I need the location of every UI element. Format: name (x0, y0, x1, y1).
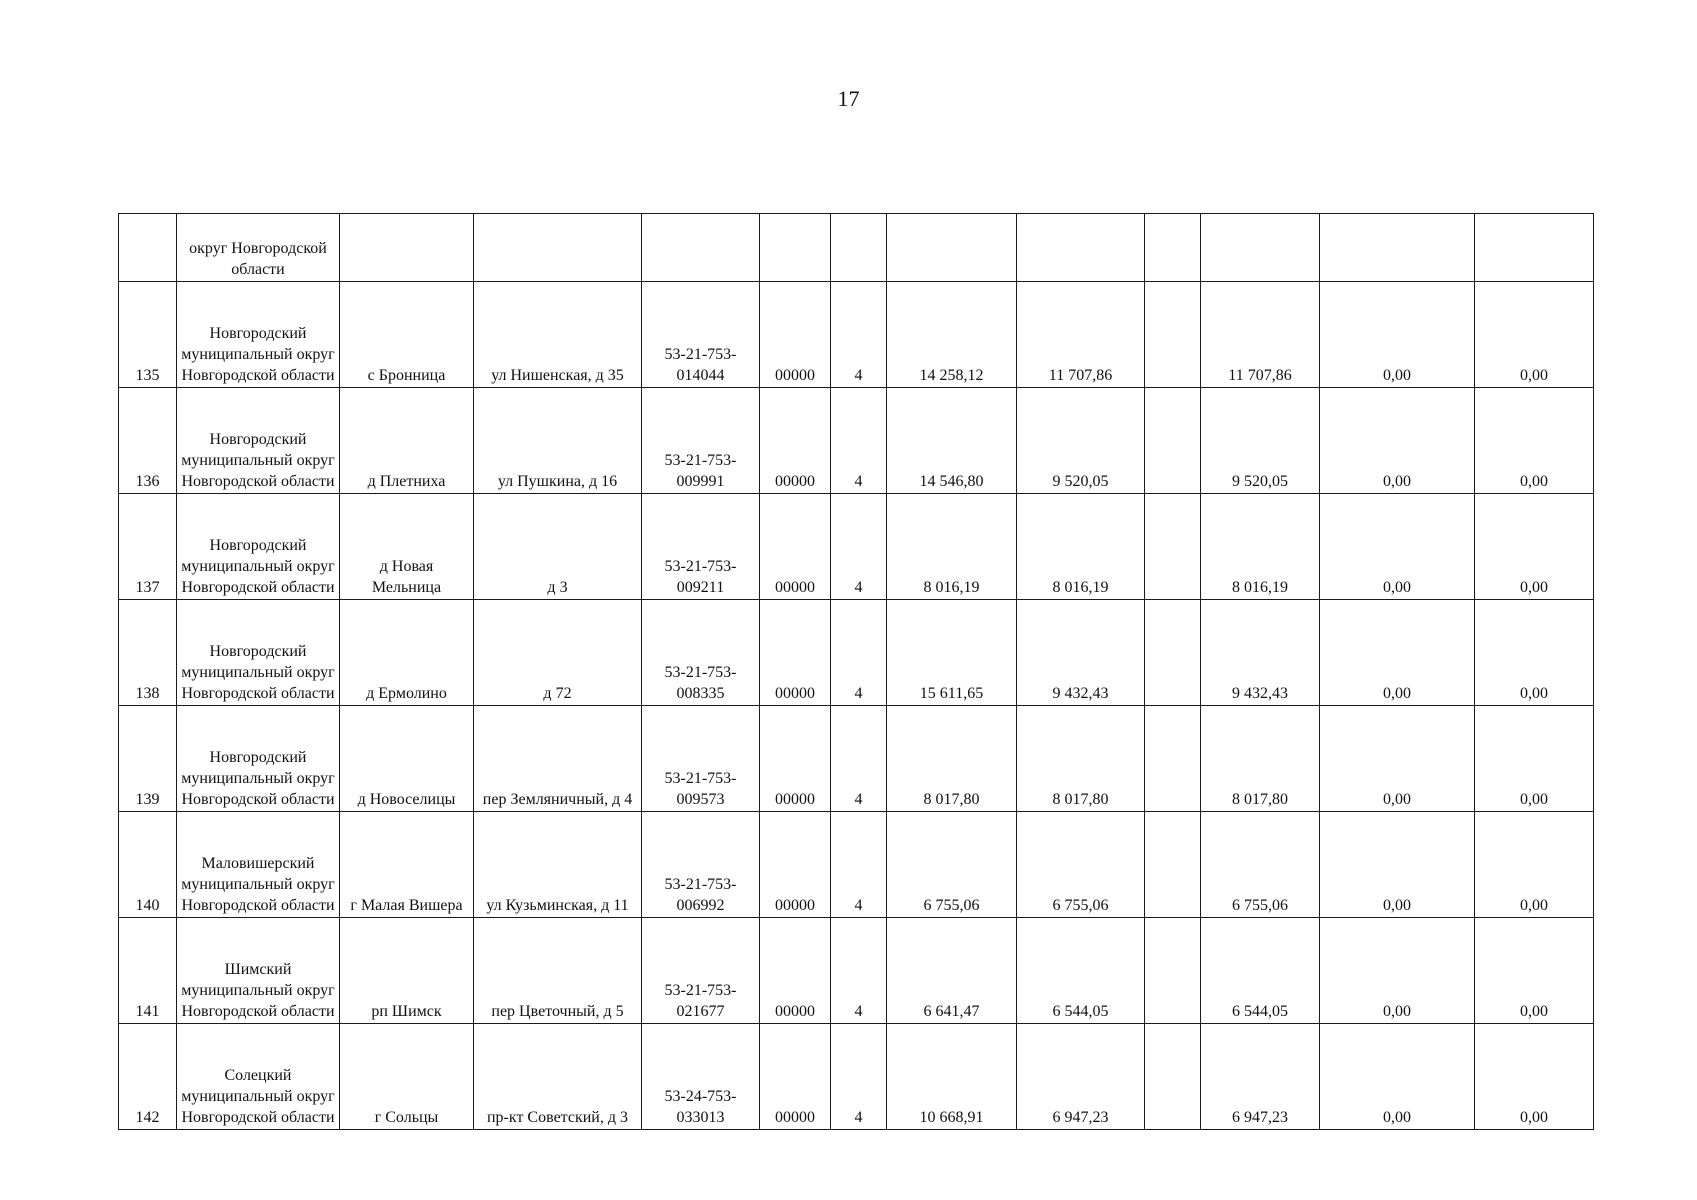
cell-v1: 15 611,65 (887, 600, 1017, 706)
cell-settlement: д Плетниха (340, 388, 474, 494)
cell-v4: 8 016,19 (1201, 494, 1320, 600)
cell-c6: 4 (831, 706, 887, 812)
cell-v6: 0,00 (1475, 600, 1594, 706)
cell-address: ул Кузьминская, д 11 (474, 812, 642, 918)
table-row (119, 918, 1594, 1024)
cell-v2: 6 544,05 (1017, 918, 1145, 1024)
cell-v2: 6 947,23 (1017, 1024, 1145, 1130)
cell-address: д 3 (474, 494, 642, 600)
cell-settlement: г Сольцы (340, 1024, 474, 1130)
cell-v5: 0,00 (1320, 918, 1475, 1024)
cell-settlement: д Ермолино (340, 600, 474, 706)
data-table (118, 213, 1594, 1130)
cell-v1: 14 546,80 (887, 388, 1017, 494)
cell-v2: 9 432,43 (1017, 600, 1145, 706)
cell-code: 53-21-753-009573 (642, 706, 760, 812)
cell-district: Новгородский муниципальный округ Новгородской области (177, 600, 340, 706)
cell-c5: 00000 (760, 706, 831, 812)
cell-v6 (1475, 214, 1594, 282)
cell-c5 (760, 214, 831, 282)
cell-v2: 8 016,19 (1017, 494, 1145, 600)
cell-c5: 00000 (760, 812, 831, 918)
cell-settlement: д Новая Мельница (340, 494, 474, 600)
cell-v5: 0,00 (1320, 812, 1475, 918)
table-body (119, 214, 1594, 1130)
cell-v1 (887, 214, 1017, 282)
cell-address: пер Земляничный, д 4 (474, 706, 642, 812)
cell-c6: 4 (831, 282, 887, 388)
cell-v6: 0,00 (1475, 388, 1594, 494)
cell-v3 (1145, 214, 1201, 282)
cell-v6: 0,00 (1475, 918, 1594, 1024)
cell-v5: 0,00 (1320, 600, 1475, 706)
cell-v3 (1145, 600, 1201, 706)
cell-address: д 72 (474, 600, 642, 706)
cell-settlement: с Бронница (340, 282, 474, 388)
cell-v4: 11 707,86 (1201, 282, 1320, 388)
cell-c5: 00000 (760, 918, 831, 1024)
cell-v3 (1145, 918, 1201, 1024)
cell-c6: 4 (831, 388, 887, 494)
cell-district: Новгородский муниципальный округ Новгородской области (177, 706, 340, 812)
table-row (119, 494, 1594, 600)
table-row (119, 706, 1594, 812)
cell-c6: 4 (831, 812, 887, 918)
cell-address: ул Нишенская, д 35 (474, 282, 642, 388)
cell-v4: 8 017,80 (1201, 706, 1320, 812)
page-number: 17 (837, 86, 860, 111)
cell-v4: 9 520,05 (1201, 388, 1320, 494)
cell-v3 (1145, 1024, 1201, 1130)
table-row (119, 600, 1594, 706)
cell-v3 (1145, 706, 1201, 812)
cell-address: пер Цветочный, д 5 (474, 918, 642, 1024)
cell-c6 (831, 214, 887, 282)
cell-code: 53-21-753-021677 (642, 918, 760, 1024)
table-row (119, 282, 1594, 388)
cell-code: 53-21-753-009211 (642, 494, 760, 600)
cell-c5: 00000 (760, 282, 831, 388)
cell-number: 135 (119, 282, 177, 388)
cell-v3 (1145, 494, 1201, 600)
cell-v5: 0,00 (1320, 494, 1475, 600)
cell-v1: 6 641,47 (887, 918, 1017, 1024)
cell-district: Новгородский муниципальный округ Новгородской области (177, 388, 340, 494)
cell-v3 (1145, 812, 1201, 918)
cell-v6: 0,00 (1475, 812, 1594, 918)
cell-district: Новгородский муниципальный округ Новгородской области (177, 282, 340, 388)
cell-v6: 0,00 (1475, 1024, 1594, 1130)
cell-address: ул Пушкина, д 16 (474, 388, 642, 494)
cell-code (642, 214, 760, 282)
cell-v4: 6 947,23 (1201, 1024, 1320, 1130)
cell-c6: 4 (831, 1024, 887, 1130)
cell-settlement: д Новоселицы (340, 706, 474, 812)
table-row-continuation (119, 214, 1594, 282)
cell-code: 53-21-753-014044 (642, 282, 760, 388)
cell-c6: 4 (831, 600, 887, 706)
cell-v6: 0,00 (1475, 282, 1594, 388)
cell-v5: 0,00 (1320, 1024, 1475, 1130)
cell-code: 53-21-753-009991 (642, 388, 760, 494)
cell-number: 139 (119, 706, 177, 812)
cell-district: Шимский муниципальный округ Новгородской области (177, 918, 340, 1024)
cell-v3 (1145, 282, 1201, 388)
cell-code: 53-21-753-006992 (642, 812, 760, 918)
cell-v5: 0,00 (1320, 706, 1475, 812)
cell-settlement (340, 214, 474, 282)
cell-district: округ Новгородской области (177, 214, 340, 282)
cell-v6: 0,00 (1475, 706, 1594, 812)
cell-v1: 10 668,91 (887, 1024, 1017, 1130)
cell-settlement: г Малая Вишера (340, 812, 474, 918)
cell-code: 53-21-753-008335 (642, 600, 760, 706)
cell-v2: 9 520,05 (1017, 388, 1145, 494)
cell-v3 (1145, 388, 1201, 494)
cell-district: Маловишерский муниципальный округ Новгородской области (177, 812, 340, 918)
cell-c6: 4 (831, 918, 887, 1024)
cell-v4 (1201, 214, 1320, 282)
cell-c5: 00000 (760, 1024, 831, 1130)
cell-v2: 6 755,06 (1017, 812, 1145, 918)
cell-v1: 8 017,80 (887, 706, 1017, 812)
cell-v6: 0,00 (1475, 494, 1594, 600)
cell-number: 140 (119, 812, 177, 918)
cell-number (119, 214, 177, 282)
cell-v5: 0,00 (1320, 282, 1475, 388)
table-row (119, 812, 1594, 918)
cell-v4: 6 755,06 (1201, 812, 1320, 918)
cell-number: 137 (119, 494, 177, 600)
cell-code: 53-24-753-033013 (642, 1024, 760, 1130)
cell-address (474, 214, 642, 282)
cell-number: 142 (119, 1024, 177, 1130)
cell-number: 138 (119, 600, 177, 706)
cell-v1: 8 016,19 (887, 494, 1017, 600)
cell-district: Новгородский муниципальный округ Новгородской области (177, 494, 340, 600)
cell-c5: 00000 (760, 494, 831, 600)
cell-c5: 00000 (760, 600, 831, 706)
cell-v2: 11 707,86 (1017, 282, 1145, 388)
cell-v2: 8 017,80 (1017, 706, 1145, 812)
cell-v1: 14 258,12 (887, 282, 1017, 388)
table-row (119, 388, 1594, 494)
cell-number: 136 (119, 388, 177, 494)
cell-v4: 9 432,43 (1201, 600, 1320, 706)
cell-number: 141 (119, 918, 177, 1024)
cell-v5 (1320, 214, 1475, 282)
cell-c5: 00000 (760, 388, 831, 494)
cell-address: пр-кт Советский, д 3 (474, 1024, 642, 1130)
cell-district: Солецкий муниципальный округ Новгородской области (177, 1024, 340, 1130)
cell-v4: 6 544,05 (1201, 918, 1320, 1024)
table-row (119, 1024, 1594, 1130)
cell-v5: 0,00 (1320, 388, 1475, 494)
cell-v2 (1017, 214, 1145, 282)
cell-v1: 6 755,06 (887, 812, 1017, 918)
cell-c6: 4 (831, 494, 887, 600)
cell-settlement: рп Шимск (340, 918, 474, 1024)
